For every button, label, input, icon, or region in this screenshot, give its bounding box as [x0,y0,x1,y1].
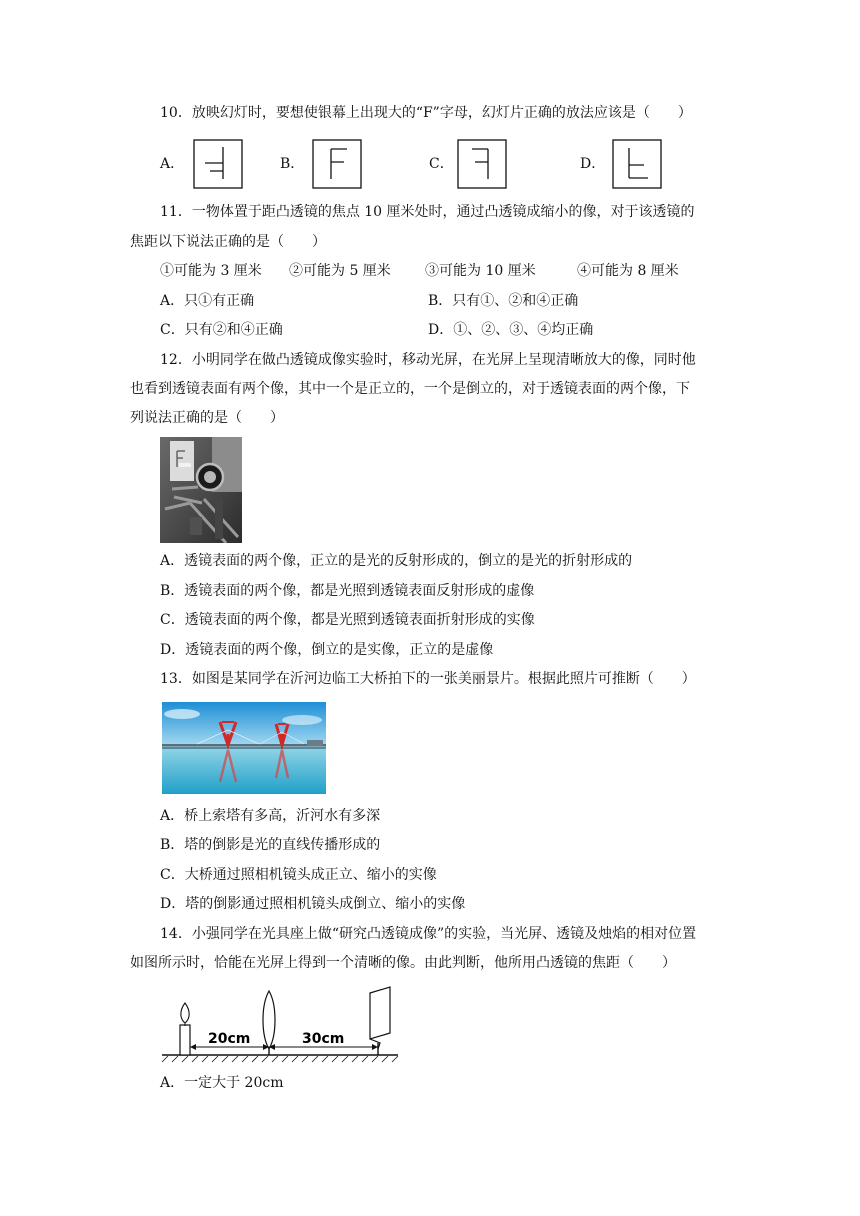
q11-option-d: D．①、②、③、④均正确 [428,322,594,338]
q12-option-c: C．透镜表面的两个像，都是光照到透镜表面折射形成的实像 [160,612,535,628]
q11-item-3: ③可能为 10 厘米 [425,263,536,279]
q11-item-1: ①可能为 3 厘米 [160,263,262,279]
light-screen [370,987,390,1039]
q11-option-c: C．只有②和④正确 [160,322,283,338]
q12-stem-line-2: 也看到透镜表面有两个像，其中一个是正立的，一个是倒立的，对于透镜表面的两个像，下 [130,381,690,397]
q11-stem-line-1: 11．一物体置于距凸透镜的焦点 10 厘米处时，通过凸透镜成缩小的像，对于该透镜的 [160,204,695,220]
convex-lens [263,991,275,1049]
q11-option-b: B．只有①、②和④正确 [428,293,579,309]
q13-option-a: A．桥上索塔有多高，沂河水有多深 [160,808,381,824]
candle-flame-icon [181,1003,189,1023]
q14-stem-line-1: 14．小强同学在光具座上做“研究凸透镜成像”的实验，当光屏、透镜及烛焰的相对位置 [160,926,697,942]
candle [180,1025,190,1055]
q12-option-b: B．透镜表面的两个像，都是光照到透镜表面反射形成的虚像 [160,583,535,599]
q12-lens-experiment-photo [160,437,242,543]
q13-bridge-photo [162,702,326,794]
right-distance-label: 30cm [302,1031,345,1047]
q10-option-a-label: A． [160,156,185,172]
q11-option-a: A．只①有正确 [160,293,255,309]
q10-option-b-figure [312,139,362,189]
q14-optical-bench-diagram [160,983,402,1065]
q14-option-a: A．一定大于 20cm [160,1075,284,1091]
q14-stem-line-2: 如图所示时，恰能在光屏上得到一个清晰的像。由此判断，他所用凸透镜的焦距（ ） [130,955,676,971]
q13-stem: 13．如图是某同学在沂河边临工大桥拍下的一张美丽景片。根据此照片可推断（ ） [160,671,696,687]
q10-option-c-label: C． [429,156,454,172]
q10-option-d-figure [612,139,662,189]
q11-item-2: ②可能为 5 厘米 [289,263,391,279]
q12-stem-line-3: 列说法正确的是（ ） [130,410,284,426]
q10-stem: 10．放映幻灯时，要想使银幕上出现大的“F”字母，幻灯片正确的放法应该是（ ） [160,105,692,121]
q10-option-d-label: D． [580,156,606,172]
left-distance-label: 20cm [208,1031,251,1047]
q12-stem-line-1: 12．小明同学在做凸透镜成像实验时，移动光屏，在光屏上呈现清晰放大的像，同时他 [160,352,696,368]
q10-option-b-label: B． [280,156,305,172]
q13-option-b: B．塔的倒影是光的直线传播形成的 [160,837,381,853]
q13-option-c: C．大桥通过照相机镜头成正立、缩小的实像 [160,867,437,883]
q13-option-d: D．塔的倒影通过照相机镜头成倒立、缩小的实像 [160,896,466,912]
q11-stem-line-2: 焦距以下说法正确的是（ ） [130,234,326,250]
q10-option-c-figure [457,139,507,189]
q11-item-4: ④可能为 8 厘米 [577,263,679,279]
q12-option-d: D．透镜表面的两个像，倒立的是实像，正立的是虚像 [160,642,494,658]
q12-option-a: A．透镜表面的两个像，正立的是光的反射形成的，倒立的是光的折射形成的 [160,553,633,569]
q10-option-a-figure [193,139,243,189]
